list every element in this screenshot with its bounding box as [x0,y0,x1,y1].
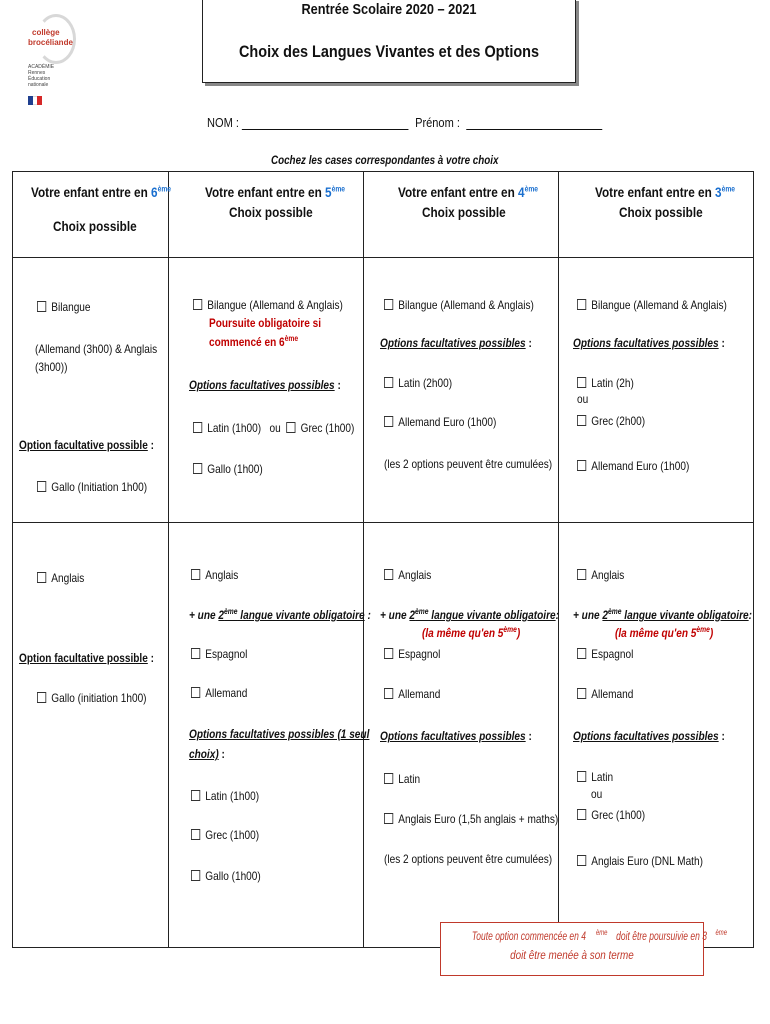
header-6eme: Votre enfant entre en 6ème Choix possible [13,172,169,258]
checkbox-icon[interactable] [577,855,586,866]
cell-3eme-bilangue: Bilangue (Allemand & Anglais) Options facultatives possibles : Latin (2h) ou Grec (2h00) Allemand Euro (1h00) [559,258,754,523]
checkbox-icon[interactable] [577,688,586,699]
checkbox-icon[interactable] [384,416,393,427]
prenom-field[interactable] [466,117,602,130]
option-anglais-4[interactable]: Anglais [384,568,431,582]
cell-4eme-bilangue: Bilangue (Allemand & Anglais) Options facultatives possibles : Latin (2h00) Allemand Euro (1h00) (les 2 options peuvent être cumulées) [364,258,559,523]
header-row [13,172,754,258]
instructions: Cochez les cases correspondantes à votre choix [271,153,499,167]
langues-row [13,523,754,948]
option-allemand-5[interactable]: Allemand [191,686,247,700]
checkbox-icon[interactable] [384,569,393,580]
checkbox-icon[interactable] [37,301,46,312]
checkbox-icon[interactable] [577,377,586,388]
checkbox-icon[interactable] [193,422,202,433]
cell-5eme-langues: Anglais + une 2ème langue vivante obligatoire : Espagnol Allemand Options facultatives possibles (1 seul choix) : Latin (1h00) Grec (1h00) Gallo (1h00) [169,523,364,948]
option-bilangue-5[interactable]: Bilangue (Allemand & Anglais) [193,298,343,312]
checkbox-icon[interactable] [193,299,202,310]
option-grec-5[interactable]: Grec (1h00) [191,828,259,842]
header-4eme: Votre enfant entre en 4ème Choix possible [364,172,559,258]
logo-text-name: brocéliande [28,38,73,47]
checkbox-icon[interactable] [37,572,46,583]
checkbox-icon[interactable] [191,790,200,801]
checkbox-icon[interactable] [577,809,586,820]
option-latin-5[interactable]: Latin (1h00) [191,789,259,803]
checkbox-icon[interactable] [384,688,393,699]
header-5eme: Votre enfant entre en 5ème Choix possible [169,172,364,258]
checkbox-icon[interactable] [384,377,393,388]
checkbox-icon[interactable] [37,692,46,703]
nom-field[interactable] [242,117,409,130]
option-anglais-6[interactable]: Anglais [37,571,84,585]
checkbox-icon[interactable] [577,648,586,659]
option-anglais-5[interactable]: Anglais [191,568,238,582]
option-espagnol-3[interactable]: Espagnol [577,647,633,661]
option-espagnol-4[interactable]: Espagnol [384,647,440,661]
option-anglais-3[interactable]: Anglais [577,568,624,582]
checkbox-icon[interactable] [384,648,393,659]
option-allemand-euro-3[interactable]: Allemand Euro (1h00) [577,459,689,473]
nom-label: NOM : [207,115,239,130]
option-latin-grec-5[interactable]: Latin (1h00) ou Grec (1h00) [193,421,354,435]
option-allemand-3[interactable]: Allemand [577,687,633,701]
checkbox-icon[interactable] [384,773,393,784]
option-latin-3b[interactable]: Latin [577,770,613,784]
option-latin-4b[interactable]: Latin [384,772,420,786]
option-latin-4[interactable]: Latin (2h00) [384,376,452,390]
option-allemand-euro-4[interactable]: Allemand Euro (1h00) [384,415,496,429]
option-gallo-6b[interactable]: Gallo (initiation 1h00) [37,691,147,705]
bilangue-row [13,258,754,523]
logo-text-college: collège [32,28,60,37]
checkbox-icon[interactable] [577,771,586,782]
page-subtitle: Choix des Langues Vivantes et des Options [238,42,540,61]
checkbox-icon[interactable] [191,870,200,881]
options-table [12,171,754,948]
checkbox-icon[interactable] [37,481,46,492]
checkbox-icon[interactable] [577,460,586,471]
option-gallo-6[interactable]: Gallo (Initiation 1h00) [37,480,147,494]
option-grec-3[interactable]: Grec (2h00) [577,414,645,428]
option-anglais-euro-4[interactable]: Anglais Euro (1,5h anglais + maths) [384,812,558,826]
prenom-label: Prénom : [415,115,460,130]
checkbox-icon[interactable] [193,463,202,474]
college-logo [28,8,76,105]
name-fields [207,115,602,130]
republic-flag-icon [28,96,42,105]
option-gallo-5b[interactable]: Gallo (1h00) [191,869,261,883]
cell-5eme-bilangue: Bilangue (Allemand & Anglais) Poursuite obligatoire si commencé en 6ème Options facultatives possibles : Latin (1h00) ou Grec (1h00) Gallo (1h00) [169,258,364,523]
academy-label: ACADÉMIE Rennes Éducation nationale [28,64,55,88]
college-logo-mark [28,8,72,62]
option-grec-3b[interactable]: Grec (1h00) [577,808,645,822]
cell-4eme-langues: Anglais + une 2ème langue vivante obligatoire: (la même qu'en 5ème) Espagnol Allemand Options facultatives possibles : Latin Anglais Euro (1,5h anglais + maths) (les 2 options peuvent être cumulées) [364,523,559,948]
title-box [202,0,576,83]
cell-6eme-langues: Anglais Option facultative possible : Gallo (initiation 1h00) [13,523,169,948]
checkbox-icon[interactable] [384,299,393,310]
option-espagnol-5[interactable]: Espagnol [191,647,247,661]
checkbox-icon[interactable] [286,422,295,433]
checkbox-icon[interactable] [191,648,200,659]
checkbox-icon[interactable] [577,299,586,310]
continuation-note: Toute option commencée en 4 èmedoit être poursuivie en 3 ème doit être menée à son terme [440,922,704,976]
cell-3eme-langues: Anglais + une 2ème langue vivante obligatoire: (la même qu'en 5ème) Espagnol Allemand Options facultatives possibles : Latin ou Grec (1h00) Anglais Euro (DNL Math) [559,523,754,948]
checkbox-icon[interactable] [384,813,393,824]
cell-6eme-bilangue: Bilangue (Allemand (3h00) & Anglais (3h00)) Option facultative possible : Gallo (Initiation 1h00) [13,258,169,523]
checkbox-icon[interactable] [577,569,586,580]
option-anglais-euro-3[interactable]: Anglais Euro (DNL Math) [577,854,703,868]
checkbox-icon[interactable] [191,569,200,580]
option-allemand-4[interactable]: Allemand [384,687,440,701]
option-bilangue-4[interactable]: Bilangue (Allemand & Anglais) [384,298,534,312]
page-title: Rentrée Scolaire 2020 – 2021 [301,1,477,18]
option-bilangue-6[interactable]: Bilangue [37,300,91,314]
option-latin-3[interactable]: Latin (2h) [577,376,634,390]
checkbox-icon[interactable] [191,829,200,840]
checkbox-icon[interactable] [191,687,200,698]
option-bilangue-3[interactable]: Bilangue (Allemand & Anglais) [577,298,727,312]
checkbox-icon[interactable] [577,415,586,426]
header-3eme: Votre enfant entre en 3ème Choix possible [559,172,754,258]
option-gallo-5[interactable]: Gallo (1h00) [193,462,263,476]
